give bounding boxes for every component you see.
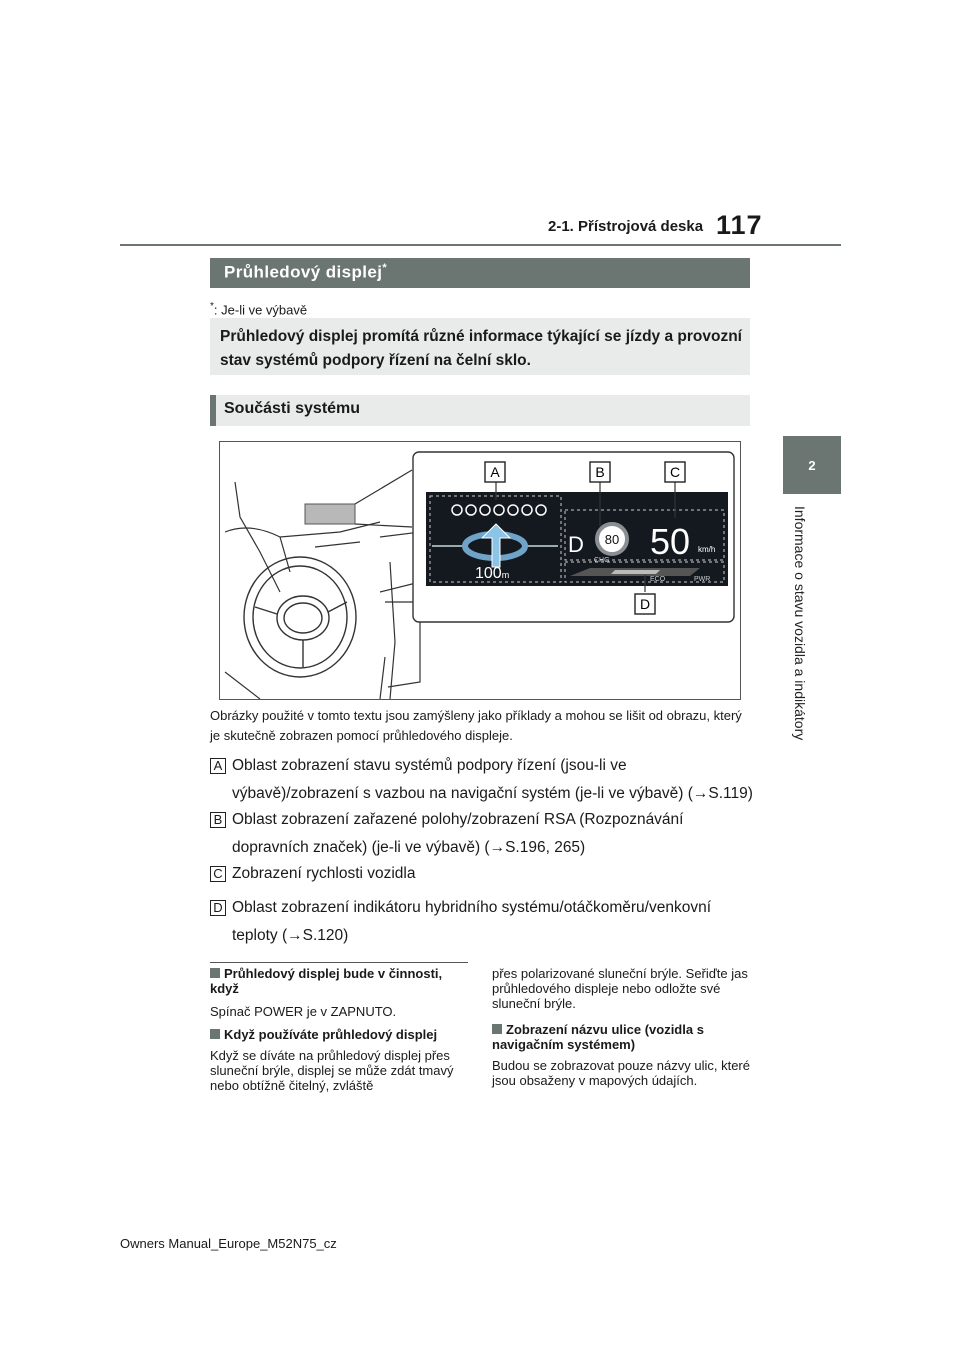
label-b: B [595,464,605,480]
item-label-b: B [210,812,226,828]
chapter-tab-text: Informace o stavu vozidla a indikátory [792,506,808,741]
section-title: Průhledový displej* [224,262,388,282]
footnote: *: Je-li ve výbavě [210,301,308,318]
note-street-text: Budou se zobrazovat pouze názvy ulic, které jsou obsaženy v mapových údajích. [492,1058,750,1088]
item-text-d: Oblast zobrazení indikátoru hybridního systému/otáčkoměru/venkovní teploty (→S.120) [232,899,712,944]
item-text-b: Oblast zobrazení zařazené polohy/zobrazení RSA (Rozpoznávání dopravních značek) (je-li ve výbavě) (→S.196, 265) [232,811,684,856]
pwr-label: PWR [694,576,711,583]
figure-caption: Obrázky použité v tomto textu jsou zamýšleny jako příklady a mohou se lišit od obrazu, který je skutečně zobrazen pomocí průhledového displeje. [210,708,742,743]
label-d: D [639,596,651,612]
vehicle-speed: 50 [650,521,691,562]
label-a: A [490,464,500,480]
note-continuation: přes polarizované sluneční brýle. Seřiďte jas průhledového displeje nebo odložte své sluneční brýle. [492,966,748,1011]
speed-unit: km/h [698,545,716,554]
note-left-1: Průhledový displej bude v činnosti, když Spínač POWER je v ZAPNUTO. [210,966,443,1019]
header-rule [120,244,841,246]
eco-label: ECO [650,576,666,583]
cockpit-drawing [220,442,740,699]
footer-text: Owners Manual_Europe_M52N75_cz [120,1236,337,1251]
item-text-a: Oblast zobrazení stavu systémů podpory řízení (jsou-li ve výbavě)/zobrazení s vazbou na navigační systém (je-li ve výbavě) (→S.119) [232,757,753,802]
subsection-title: Součásti systému [224,400,361,417]
hud-illustration [219,441,741,700]
item-label-c: C [210,866,226,882]
subsection-bar [210,395,750,426]
label-c: C [669,464,681,480]
component-item-d [210,894,755,950]
intro-text: Průhledový displej promítá různé informace týkající se jízdy a provozní stav systémů podpory řízení na čelní sklo. [220,328,742,369]
bullet-square-icon [210,1029,220,1039]
chapter-tab: 2 [783,436,841,494]
item-label-a: A [210,758,226,774]
component-item-a [210,752,755,808]
notes-rule [210,962,468,963]
section-title-bar [210,258,750,288]
note-right: přes polarizované sluneční brýle. Seřiďte jas průhledového displeje nebo odložte své sluneční brýle. Zobrazení názvu ulice (vozidla s navigačním systémem) Budou se zobrazovat pouze názvy ulic, které jsou obsaženy v mapových údajích. [492,966,750,1088]
chg-label: CHG [594,557,610,564]
note-left-2: Když používáte průhledový displej Když se díváte na průhledový displej přes sluneční brýle, displej se může zdát tmavý nebo obtížně čitelný, zvláště [210,1027,454,1093]
gear-position: D [568,532,584,557]
hud-projection-area [305,504,355,524]
optional-asterisk: * [382,262,388,274]
speed-limit-value: 80 [604,532,620,547]
item-label-d: D [210,900,226,916]
callout-lines [355,470,412,527]
bullet-square-icon [492,1024,502,1034]
page-number: 117 [716,210,763,240]
chapter-title: 2-1. Přístrojová deska [548,218,704,235]
component-item-b [210,806,755,862]
steering-wheel [244,557,356,677]
intro-box [210,318,750,375]
item-text-c: Zobrazení rychlosti vozidla [232,865,416,882]
component-item-c [210,860,755,888]
nav-distance: 100m [475,565,510,582]
bullet-square-icon [210,968,220,978]
